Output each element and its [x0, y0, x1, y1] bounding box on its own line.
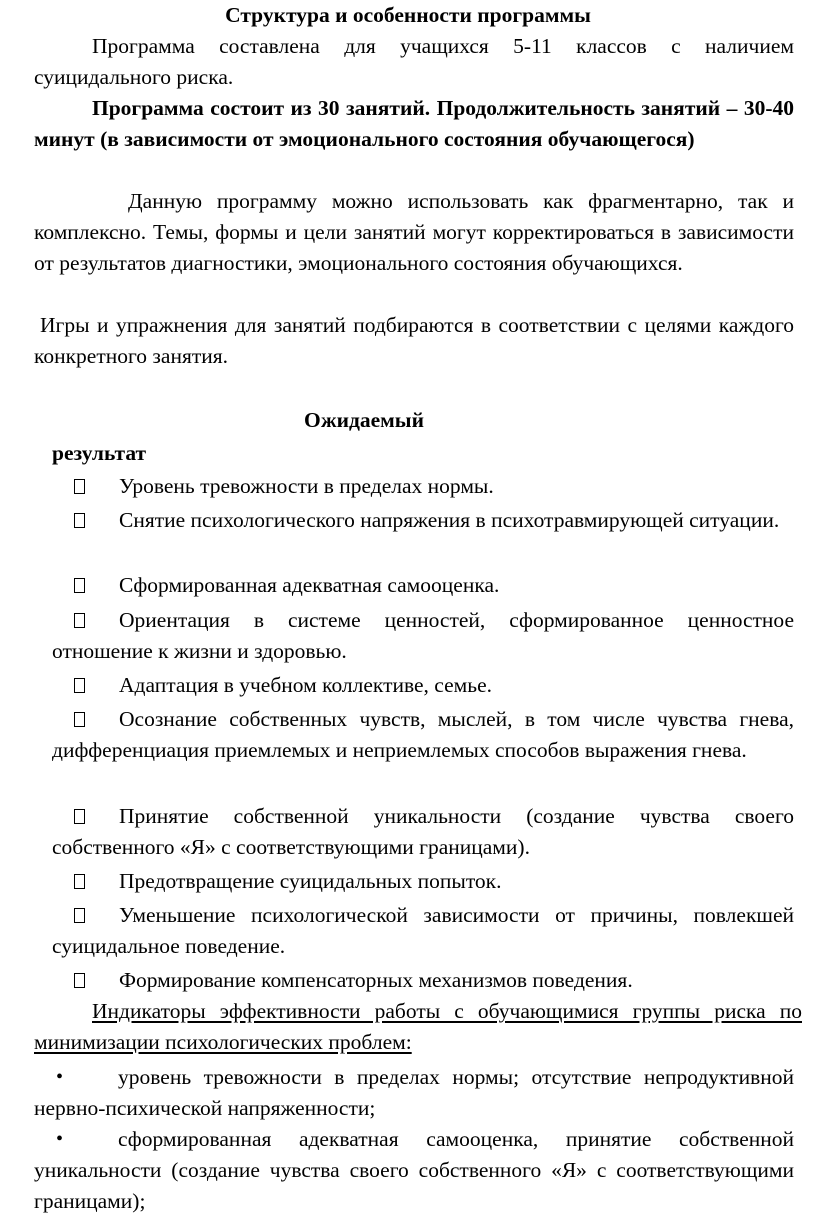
checkbox-bullet-icon — [74, 605, 85, 636]
bullet-dot-icon: • — [56, 1066, 64, 1088]
list-item: Ориентация в системе ценностей, сформированное ценностное отношение к жизни и здоровью. — [52, 605, 794, 667]
checkbox-bullet-icon — [74, 900, 85, 931]
checkbox-bullet-icon — [74, 704, 85, 735]
page-title: Структура и особенности программы — [225, 3, 591, 27]
list-item: Предотвращение суицидальных попыток. — [52, 866, 794, 897]
list-item: Осознание собственных чувств, мыслей, в том числе чувства гнева, дифференциация приемлемых и неприемлемых способов выражения гнева. — [52, 704, 794, 766]
indicators-title: Индикаторы эффективности работы с обучающимися группы риска по минимизации психологических проблем: — [34, 999, 802, 1054]
checkbox-bullet-icon — [74, 505, 85, 536]
list-item: • сформированная адекватная самооценка, принятие собственной уникальности (создание чувства своего собственного «Я» с соответствующими границами); — [34, 1124, 794, 1217]
checkbox-bullet-icon — [74, 471, 85, 502]
list-item: Сформированная адекватная самооценка. — [52, 570, 794, 601]
list-item: • уровень тревожности в пределах нормы; отсутствие непродуктивной нервно-психической напряженности; — [34, 1062, 794, 1124]
intro-paragraph-3: Данную программу можно использовать как фрагментарно, так и комплексно. Темы, формы и цели занятий могут корректироваться в зависимости от результатов диагностики, эмоционального состояния обучающихся. — [34, 189, 794, 275]
checkbox-bullet-icon — [74, 670, 85, 701]
intro-paragraph-1: Программа составлена для учащихся 5-11 классов с наличием суицидального риска. — [34, 34, 794, 89]
list-item: Уменьшение психологической зависимости от причины, повлекшей суицидальное поведение. — [52, 900, 794, 962]
list-item: Уровень тревожности в пределах нормы. — [52, 471, 794, 502]
intro-paragraph-4: Игры и упражнения для занятий подбираются в соответствии с целями каждого конкретного занятия. — [34, 313, 794, 368]
checkbox-bullet-icon — [74, 801, 85, 832]
list-item: Адаптация в учебном коллективе, семье. — [52, 670, 794, 701]
checkbox-bullet-icon — [74, 965, 85, 996]
checkbox-bullet-icon — [74, 570, 85, 601]
checkbox-bullet-icon — [74, 866, 85, 897]
list-item: Принятие собственной уникальности (создание чувства своего собственного «Я» с соответствующими границами). — [52, 801, 794, 863]
expected-result-title: Ожидаемый — [304, 408, 424, 432]
intro-paragraph-2: Программа состоит из 30 занятий. Продолжительность занятий – 30-40 минут (в зависимости от эмоционального состояния обучающегося) — [34, 96, 794, 151]
list-item: Снятие психологического напряжения в психотравмирующей ситуации. — [52, 505, 794, 536]
expected-result-title-continued: результат — [52, 441, 147, 465]
bullet-dot-icon: • — [56, 1128, 64, 1150]
list-item: Формирование компенсаторных механизмов поведения. — [52, 965, 794, 996]
